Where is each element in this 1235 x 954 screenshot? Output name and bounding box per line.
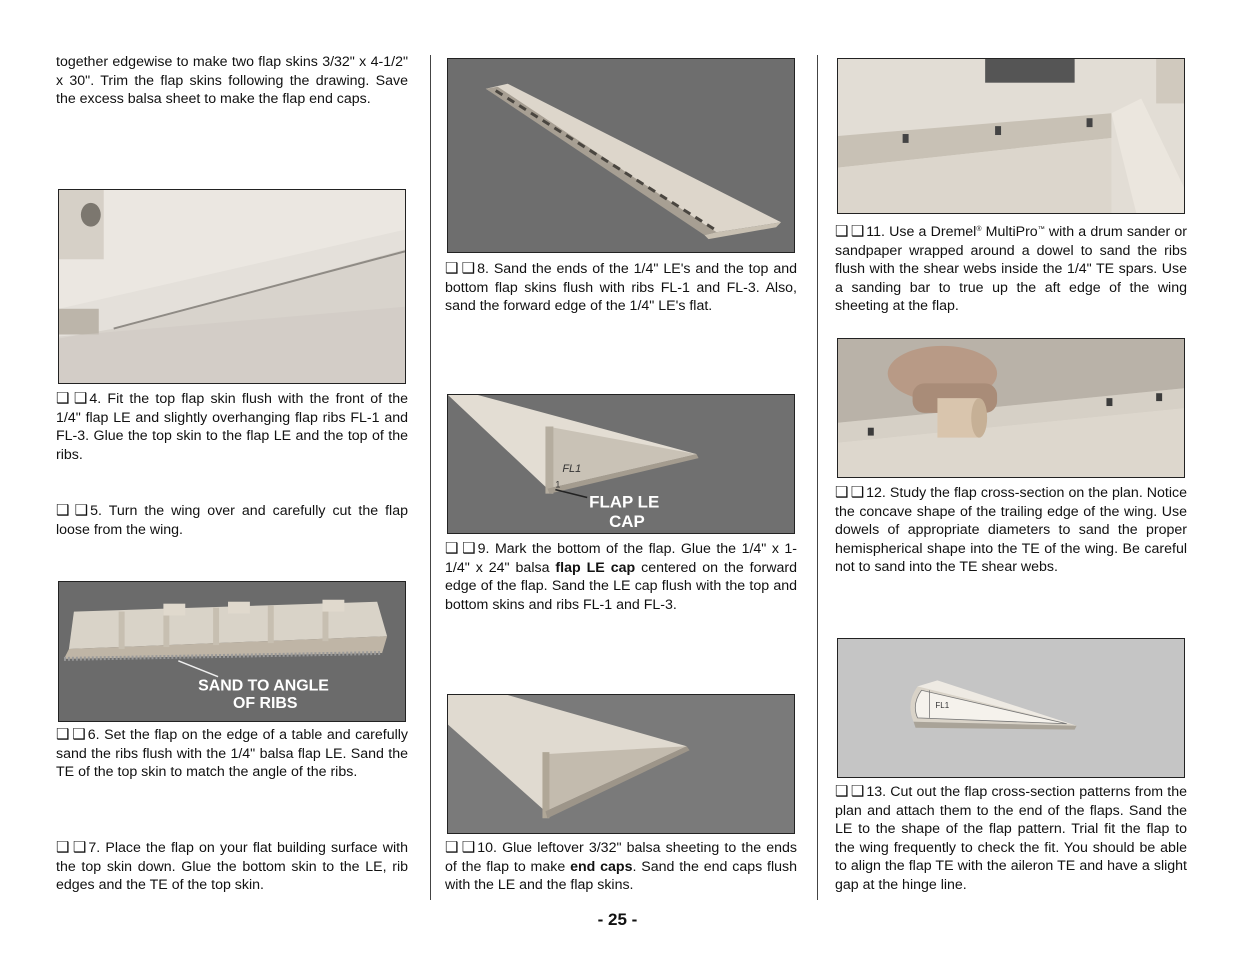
checkbox-icon[interactable]: ❑ ❑ (56, 839, 86, 856)
checkbox-icon[interactable]: ❑ ❑ (56, 390, 87, 407)
step-11-text: ❑ ❑ 11. Use a Dremel® MultiPro™ with a drum sander or sandpaper wrapped around a dowel to sand the ribs flush with the shear webs inside the 1/4" TE spars. Use a sanding bar to true up the aft edge of the wing sheeting at the flap. (835, 223, 1187, 315)
step-4-text: ❑ ❑ 4. Fit the top flap skin flush with the front of the 1/4" flap LE and slightly overhanging flap ribs FL-1 and FL-3. Glue the top skin to the flap LE and the top of the ribs. (56, 390, 408, 463)
intro-paragraph: together edgewise to make two flap skins 3/32" x 4-1/2" x 30". Trim the flap skins following the drawing. Save the excess balsa sheet to make the flap end caps. (56, 54, 408, 108)
photo-label-line-2: OF RIBS (232, 695, 298, 713)
checkbox-icon[interactable]: ❑ ❑ (445, 839, 475, 856)
photo-sand-ribs (58, 581, 406, 722)
checkbox-icon[interactable]: ❑ ❑ (445, 540, 475, 557)
photo-sand-flap-ends (447, 58, 795, 253)
photo-mark-fl1: FL1 (562, 462, 582, 475)
checkbox-icon[interactable]: ❑ ❑ (835, 223, 864, 240)
photo-flap-cross-section (837, 638, 1185, 778)
checkbox-icon[interactable]: ❑ ❑ (835, 783, 864, 800)
column-divider-left (430, 55, 431, 900)
column-divider-right (817, 55, 818, 900)
step-7-text: ❑ ❑ 7. Place the flap on your flat building surface with the top skin down. Glue the bottom skin to the LE, rib edges and the TE of the top skin. (56, 839, 408, 894)
photo-label-line-1: FLAP LE (589, 492, 660, 512)
checkbox-icon[interactable]: ❑ ❑ (56, 726, 85, 743)
checkbox-icon[interactable]: ❑ ❑ (56, 502, 88, 519)
step-12-text: ❑ ❑ 12. Study the flap cross-section on the plan. Notice the concave shape of the trailing edge of the wing. Use dowels of appropriate diameters to sand the proper hemispherical shape into the TE of the wing. Be careful not to sand into the TE shear webs. (835, 484, 1187, 576)
step-13-text: ❑ ❑ 13. Cut out the flap cross-section patterns from the plan and attach them to the end of the flaps. Sand the LE to the shape of the flap pattern. Trial fit the flap to the wing frequently to check the fit. You should be able to align the flap TE with the aileron TE and have a slight gap at the hinge line. (835, 783, 1187, 893)
photo-mark-1: 1 (555, 479, 561, 490)
checkbox-icon[interactable]: ❑ ❑ (445, 260, 475, 277)
step-5-text: ❑ ❑ 5. Turn the wing over and carefully cut the flap loose from the wing. (56, 502, 408, 538)
page-number: - 25 - (597, 910, 638, 929)
photo-dremel-ribs (837, 58, 1185, 214)
checkbox-icon[interactable]: ❑ ❑ (835, 484, 864, 501)
photo-top-flap-skin (58, 189, 406, 384)
step-8-text: ❑ ❑ 8. Sand the ends of the 1/4" LE's and the top and bottom flap skins flush with ribs FL-1 and FL-3. Also, sand the forward edge of the 1/4" LE's flat. (445, 260, 798, 315)
photo-mark-fl1: FL1 (935, 701, 950, 710)
photo-label-line-1: SAND TO ANGLE (198, 677, 329, 695)
step-10-text: ❑ ❑ 10. Glue leftover 3/32" balsa sheeting to the ends of the flap to make end caps. Sand the end caps flush with the LE and the flap skins. (445, 839, 797, 894)
photo-label-line-2: CAP (609, 512, 645, 532)
photo-dowel-sanding (837, 338, 1185, 478)
step-6-text: ❑ ❑ 6. Set the flap on the edge of a table and carefully sand the ribs flush with the 1/4" balsa flap LE. Sand the TE of the top skin to match the angle of the ribs. (56, 726, 409, 781)
step-9-text: ❑ ❑ 9. Mark the bottom of the flap. Glue the 1/4" x 1-1/4" x 24" balsa flap LE cap centered on the forward edge of the flap. Sand the LE cap flush with the top and bottom skins and ribs FL-1 and FL-3. (445, 540, 798, 613)
photo-end-caps (447, 694, 795, 834)
photo-flap-le-cap (447, 394, 795, 534)
